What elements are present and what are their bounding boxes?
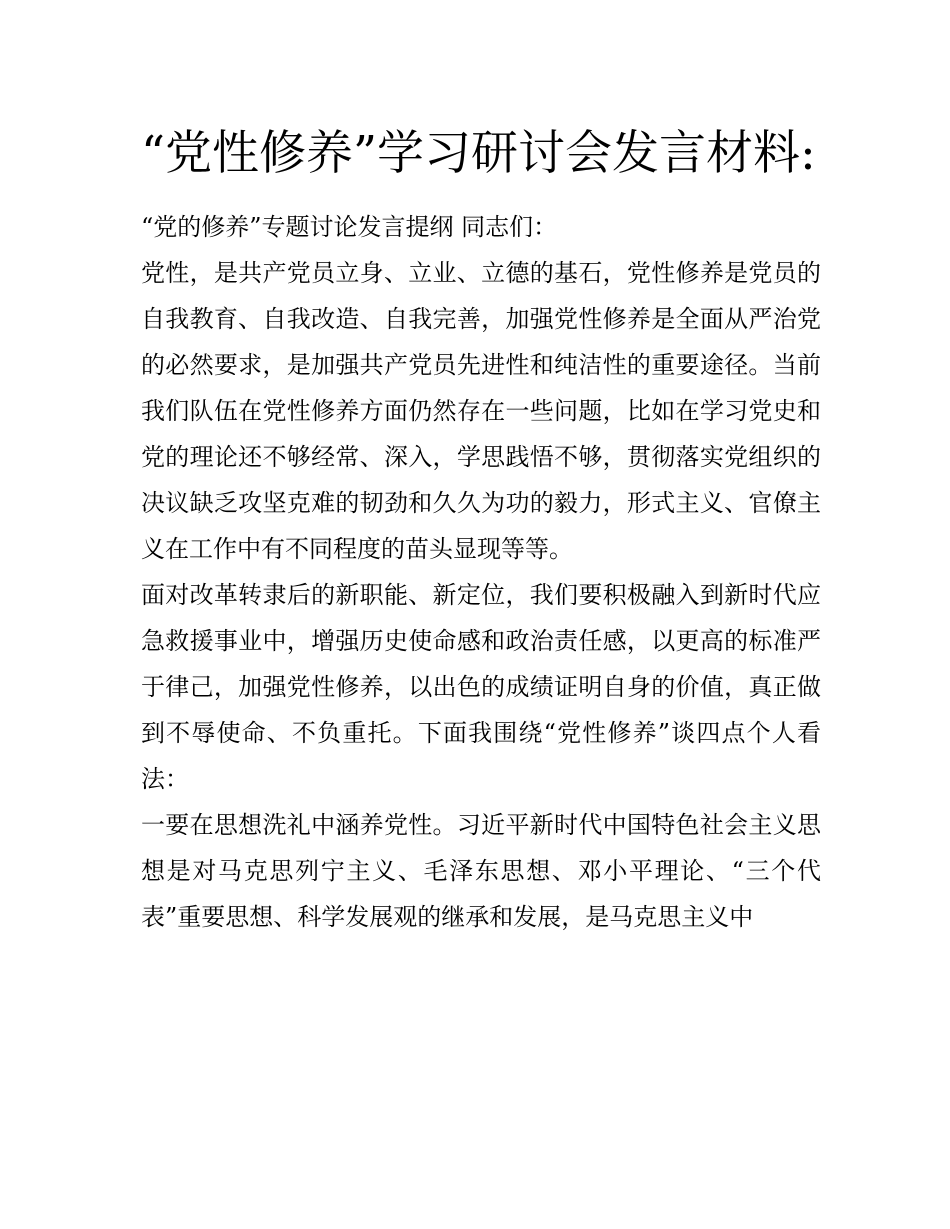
document-subtitle: “党的修养”专题讨论发言提纲 同志们： [141, 213, 558, 241]
paragraph-3: 一要在思想洗礼中涵养党性。习近平新时代中国特色社会主义思想是对马克思列宁主义、毛泽东思想、邓小平理论、“三个代表”重要思想、科学发展观的继承和发展，是马克思主义中 [141, 811, 821, 931]
document-body [141, 112, 821, 940]
document-title: “党性修养”学习研讨会发言材料: [141, 126, 816, 181]
paragraph-1: 党性，是共产党员立身、立业、立德的基石，党性修养是党员的自我教育、自我改造、自我完善，加强党性修养是全面从严治党的必然要求，是加强共产党员先进性和纯洁性的重要途径。当前我们队伍在党性修养方面仍然存在一些问题，比如在学习党史和党的理论还不够经常、深入，学思践悟不够，贯彻落实党组织的决议缺乏攻坚克难的韧劲和久久为功的毅力，形式主义、官僚主义在工作中有不同程度的苗头显现等等。 [141, 259, 821, 563]
paragraph-2: 面对改革转隶后的新职能、新定位，我们要积极融入到新时代应急救援事业中，增强历史使命感和政治责任感，以更高的标准严于律己，加强党性修养，以出色的成绩证明自身的价值，真正做到不辱使命、不负重托。下面我围绕“党性修养”谈四点个人看法： [141, 581, 821, 793]
